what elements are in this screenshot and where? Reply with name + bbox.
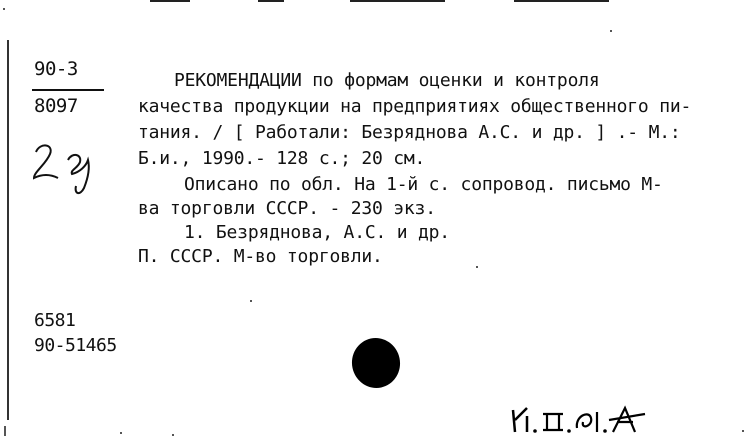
record-title: РЕКОМЕНДАЦИИ по формам оценки и контроля	[174, 70, 600, 91]
record-tracing: 1. Безряднова, А.С. и др.	[184, 222, 450, 243]
speck	[742, 430, 744, 432]
top-edge-mark	[514, 0, 609, 2]
shelfmark-divider	[32, 89, 104, 91]
handwritten-date	[505, 400, 655, 439]
card-number: 6581	[34, 310, 76, 331]
left-margin-rule	[7, 40, 9, 420]
speck	[120, 432, 122, 434]
top-edge-mark	[150, 0, 190, 2]
record-line: качества продукции на предприятиях общественного пи-	[138, 96, 692, 117]
handwritten-shelf-note	[28, 138, 118, 198]
speck	[4, 426, 6, 436]
record-line: Б.и., 1990.- 128 с.; 20 см.	[138, 148, 426, 169]
record-note: ва торговли СССР. - 230 экз.	[138, 198, 436, 219]
speck	[172, 434, 174, 436]
speck	[476, 266, 478, 268]
speck	[250, 300, 252, 302]
top-edge-mark	[258, 0, 284, 2]
registry-number: 90-51465	[34, 335, 117, 356]
speck	[610, 30, 612, 32]
shelfmark-top: 90-3	[34, 58, 78, 80]
record-line: тания. / [ Работали: Безряднова А.С. и др. ] .- М.:	[138, 122, 681, 143]
ink-blot	[347, 334, 404, 393]
record-tracing: П. СССР. М-во торговли.	[138, 246, 383, 267]
speck	[3, 8, 5, 10]
top-edge-mark	[350, 0, 445, 2]
shelfmark-bottom: 8097	[34, 95, 78, 117]
record-note: Описано по обл. На 1-й с. сопровод. письмо М-	[184, 174, 663, 195]
